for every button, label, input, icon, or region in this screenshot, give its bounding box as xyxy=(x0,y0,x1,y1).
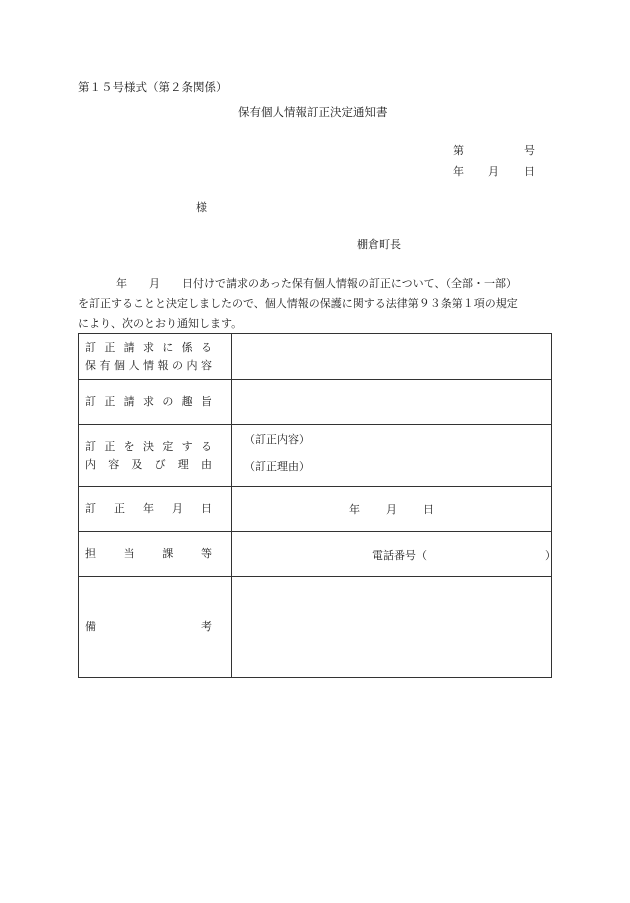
value-request-info[interactable] xyxy=(232,334,552,380)
body-text xyxy=(78,274,553,334)
reference-number-suffix: 号 xyxy=(524,144,535,157)
label-correction-date: 訂 正 年 月 日 xyxy=(79,487,232,532)
table-row xyxy=(79,425,552,487)
correction-date-month: 月 xyxy=(386,503,397,516)
value-remarks[interactable] xyxy=(232,577,552,678)
body-line-1 xyxy=(78,274,553,294)
label-request-info xyxy=(79,334,232,380)
phone-label: 電話番号（ xyxy=(372,549,427,562)
table-row xyxy=(79,577,552,678)
note-correction-content: （訂正内容） xyxy=(244,433,310,446)
table-row xyxy=(79,487,552,532)
value-department[interactable] xyxy=(232,532,556,577)
label-request-info-line1: 訂 正 請 求 に 係 る xyxy=(85,340,212,354)
form-number: 第１５号様式（第２条関係） xyxy=(78,80,228,94)
reference-number-prefix: 第 xyxy=(453,144,464,157)
table-row xyxy=(79,532,552,577)
recipient-suffix: 様 xyxy=(196,201,207,214)
reference-block xyxy=(450,145,540,187)
label-decision-content: 訂 正 を 決 定 す る 内 容 及 び 理 由 xyxy=(79,425,232,487)
body-line1-year: 年 xyxy=(116,277,127,290)
details-table xyxy=(78,333,556,678)
reference-date-day: 日 xyxy=(524,165,535,178)
issuer-name: 棚倉町長 xyxy=(357,238,401,251)
correction-date-year: 年 xyxy=(349,503,360,516)
table-row xyxy=(79,334,552,380)
reference-date-month: 月 xyxy=(488,165,499,178)
body-line1-month: 月 xyxy=(149,277,160,290)
label-department: 担 当 課 等 xyxy=(79,532,232,577)
reference-date xyxy=(450,166,540,187)
value-request-purpose[interactable] xyxy=(232,380,552,425)
label-request-purpose: 訂 正 請 求 の 趣 旨 xyxy=(79,380,232,425)
note-correction-reason: （訂正理由） xyxy=(244,460,310,473)
phone-close: ） xyxy=(545,549,556,562)
body-line1-rest: 日付けで請求のあった保有個人情報の訂正について、（全部・一部） xyxy=(182,277,517,290)
label-remarks: 備 考 xyxy=(79,577,232,678)
value-correction-date[interactable] xyxy=(232,487,552,532)
body-line-2: を訂正することと決定しましたので、個人情報の保護に関する法律第９３条第１項の規定 xyxy=(78,297,518,310)
value-decision-content[interactable] xyxy=(232,425,552,487)
reference-number xyxy=(450,145,540,166)
correction-date-day: 日 xyxy=(423,503,434,516)
body-line-3: により、次のとおり通知します。 xyxy=(78,317,243,330)
table-row xyxy=(79,380,552,425)
reference-date-year: 年 xyxy=(453,165,464,178)
document-title: 保有個人情報訂正決定通知書 xyxy=(238,105,388,119)
label-request-info-line2: 保 有 個 人 情 報 の 内 容 xyxy=(85,358,212,372)
